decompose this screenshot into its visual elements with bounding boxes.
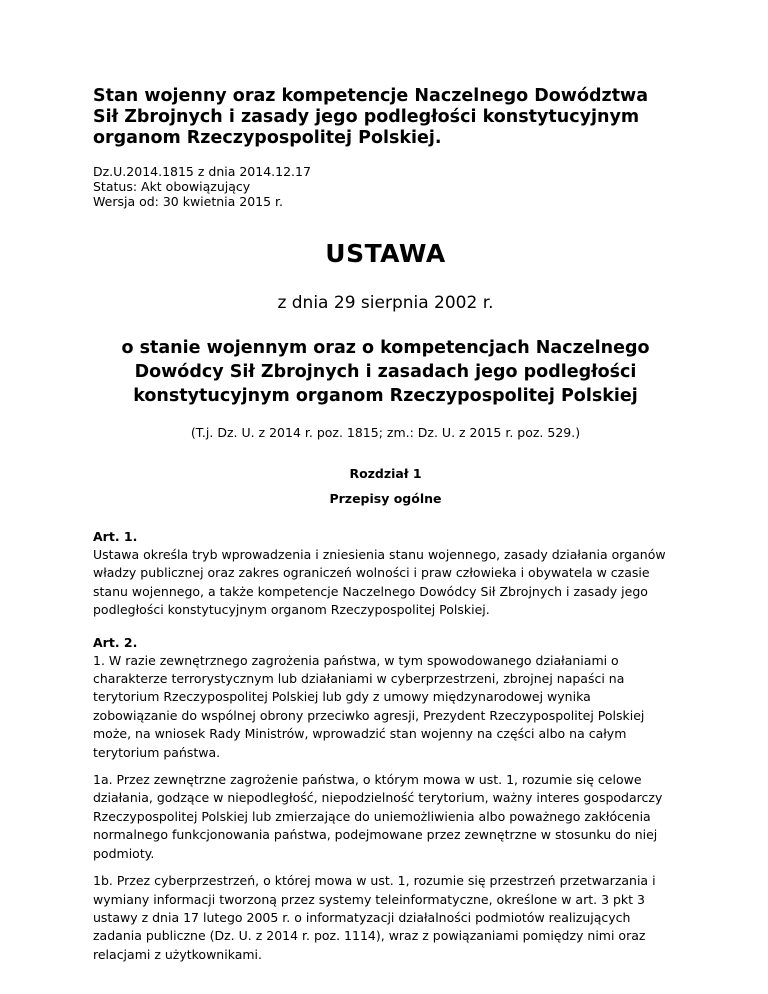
chapter-name: Przepisy ogólne [329,491,442,506]
version-line: Wersja od: 30 kwietnia 2015 r. [93,194,284,209]
status-line: Status: Akt obowiązujący [93,179,251,194]
chapter-number: Rozdział 1 [349,466,422,481]
document-metadata [93,164,678,209]
article-heading: Art. 2. [93,634,138,650]
article-paragraph: 1. W razie zewnętrznego zagrożenia państwa, w tym spowodowanego działaniami o charakterze terrorystycznym lub działaniami w cyberprzestrzeni, zbrojnej napaści na terytorium Rzeczypospolitej Polskiej lub gdy z umowy międzynarodowej wynika zobowiązanie do wspólnej obrony przeciwko agresji, Prezydent Rzeczypospolitej Polskiej może, na wniosek Rady Ministrów, wprowadzić stan wojenny na części albo na całym terytorium państwa. [93,652,645,760]
publication-reference: (T.j. Dz. U. z 2014 r. poz. 1815; zm.: Dz. U. z 2015 r. poz. 529.) [190,425,581,440]
article-heading: Art. 1. [93,529,138,544]
act-date: z dnia 29 sierpnia 2002 r. [277,293,494,313]
article-paragraph: Ustawa określa tryb wprowadzenia i zniesienia stanu wojennego, zasady działania organów władzy publicznej oraz zakres ograniczeń wolności i praw człowieka i obywatela w czasie stanu wojennego, a także kompetencje Naczelnego Dowódcy Sił Zbrojnych i zasady jego podległości konstytucyjnym organom Rzeczypospolitej Polskiej. [93,547,666,618]
dz-u-reference: Dz.U.2014.1815 z dnia 2014.12.17 [93,164,311,179]
act-type-heading: USTAWA [325,239,446,268]
document-title: Stan wojenny oraz kompetencje Naczelnego Dowództwa Sił Zbrojnych i zasady jego podległości konstytucyjnym organom Rzeczypospolitej Polskiej. [93,86,649,148]
article-paragraph: 1a. Przez zewnętrzne zagrożenie państwa, o którym mowa w ust. 1, rozumie się celowe działania, godzące w niepodległość, niepodzielność terytorium, ważny interes gospodarczy Rzeczypospolitej Polskiej lub zmierzające do uniemożliwienia albo poważnego zakłócenia normalnego funkcjonowania państwa, podejmowane przez zewnętrzne w stosunku do niej podmioty. [93,772,663,861]
article-2 [93,634,678,965]
act-subject: o stanie wojennym oraz o kompetencjach Naczelnego Dowódcy Sił Zbrojnych i zasadach jego podległości konstytucyjnym organom Rzeczypospolitej Polskiej [121,338,650,406]
article-paragraph: 1b. Przez cyberprzestrzeń, o której mowa w ust. 1, rozumie się przestrzeń przetwarzania i wymiany informacji tworzoną przez systemy teleinformatyczne, określone w art. 3 pkt 3 ustawy z dnia 17 lutego 2005 r. o informatyzacji działalności podmiotów realizujących zadania publiczne (Dz. U. z 2014 r. poz. 1114), wraz z powiązaniami pomiędzy nimi oraz relacjami z użytkownikami. [93,873,656,962]
article-1 [93,528,678,620]
